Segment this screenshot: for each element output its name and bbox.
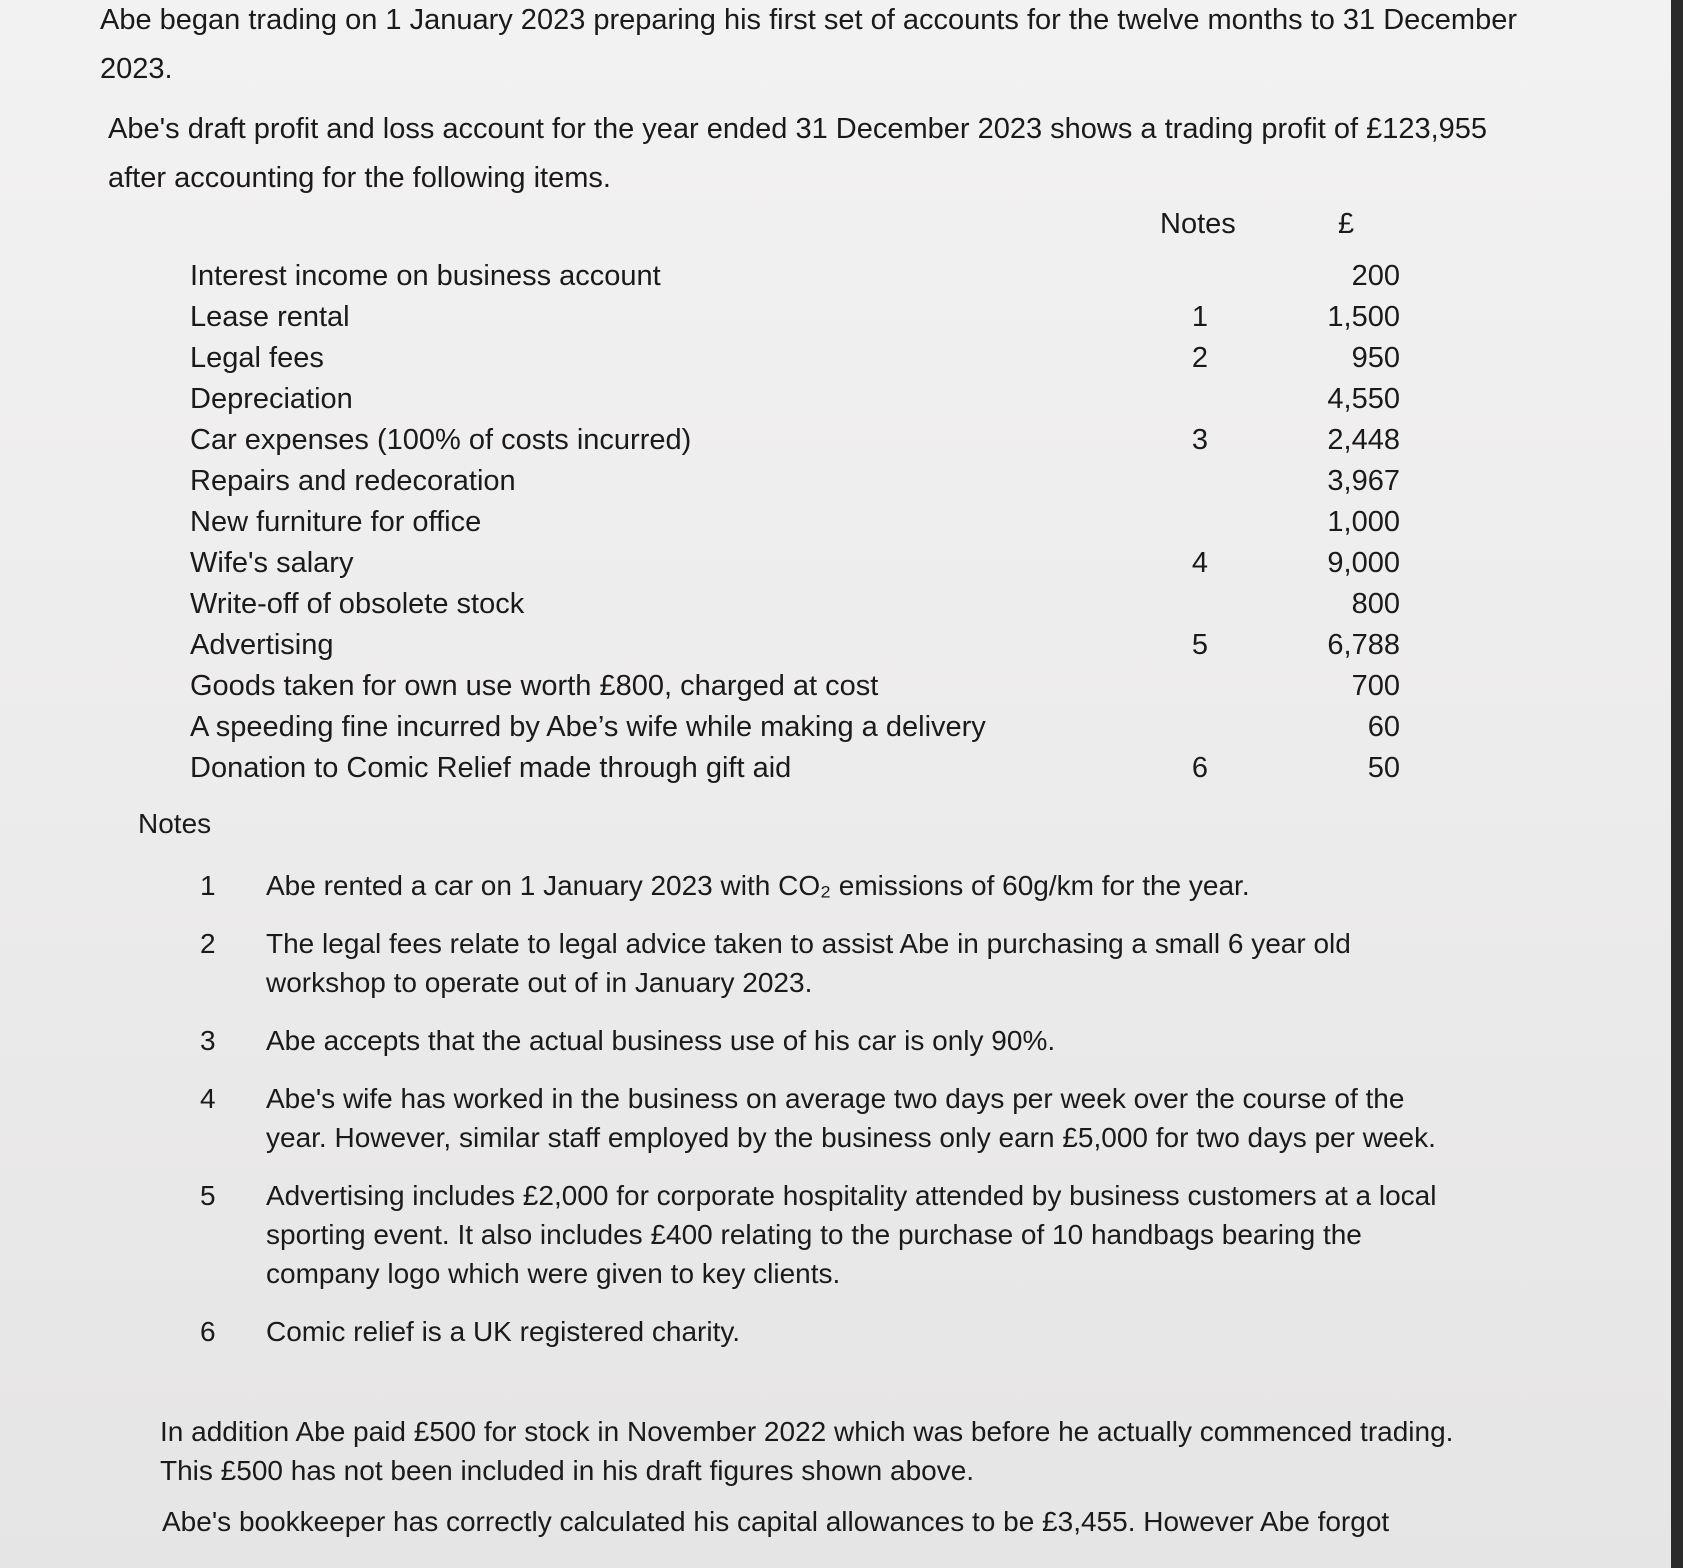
table-row (190, 711, 1430, 752)
row-item: Advertising (190, 629, 334, 661)
note-text: Abe's wife has worked in the business on average two days per week over the course of the year. However, similar staff employed by the business only earn £5,000 for two days per week. (266, 1083, 1436, 1153)
note-item (200, 866, 1460, 905)
row-amount: 800 (1351, 588, 1400, 620)
note-item (200, 924, 1460, 1002)
row-amount: 700 (1351, 670, 1400, 702)
header-currency: £ (1338, 208, 1355, 240)
row-amount: 4,550 (1327, 383, 1400, 415)
row-amount: 50 (1367, 752, 1400, 784)
profit-loss-items-table (190, 208, 1430, 793)
row-amount: 950 (1351, 342, 1400, 374)
table-row (190, 752, 1430, 793)
row-amount: 3,967 (1327, 465, 1400, 497)
row-item: Interest income on business account (190, 260, 661, 292)
table-row (190, 547, 1430, 588)
row-item: Repairs and redecoration (190, 465, 516, 497)
row-note: 2 (1191, 342, 1209, 374)
note-text: Comic relief is a UK registered charity. (266, 1316, 741, 1347)
table-row (190, 588, 1430, 629)
row-note: 1 (1191, 301, 1209, 333)
note-number: 3 (200, 1025, 216, 1056)
row-item: Write-off of obsolete stock (190, 588, 525, 620)
row-item: Donation to Comic Relief made through gift aid (190, 752, 792, 784)
row-item: Goods taken for own use worth £800, charged at cost (190, 670, 879, 702)
note-number: 6 (200, 1316, 216, 1347)
row-note: 3 (1191, 424, 1209, 456)
table-header (190, 208, 1430, 260)
row-amount: 1,000 (1327, 506, 1400, 538)
row-note: 6 (1191, 752, 1209, 784)
note-number: 2 (200, 928, 216, 959)
row-item: New furniture for office (190, 506, 482, 538)
note-text: The legal fees relate to legal advice taken to assist Abe in purchasing a small 6 year old workshop to operate out of in January 2023. (266, 928, 1351, 998)
table-row (190, 342, 1430, 383)
notes-list (200, 866, 1460, 1370)
row-item: Car expenses (100% of costs incurred) (190, 424, 692, 456)
note-text: Abe accepts that the actual business use of his car is only 90%. (266, 1025, 1056, 1056)
row-item: A speeding fine incurred by Abe’s wife while making a delivery (190, 711, 986, 743)
row-amount: 9,000 (1327, 547, 1400, 579)
table-row (190, 465, 1430, 506)
row-note: 5 (1191, 629, 1209, 661)
row-amount: 6,788 (1327, 629, 1400, 661)
table-row (190, 670, 1430, 711)
note-item (200, 1312, 1460, 1351)
table-row (190, 301, 1430, 342)
intro-paragraph-2: Abe's draft profit and loss account for the year ended 31 December 2023 shows a trading profit of £123,955 after accounting for the following items. (108, 113, 1488, 194)
note-item (200, 1021, 1460, 1060)
note-number: 4 (200, 1083, 216, 1114)
table-row (190, 383, 1430, 424)
table-row (190, 506, 1430, 547)
intro-paragraph-1: Abe began trading on 1 January 2023 preparing his first set of accounts for the twelve months to 31 December 2023. (100, 4, 1517, 85)
row-amount: 2,448 (1327, 424, 1400, 456)
note-number: 5 (200, 1180, 216, 1211)
table-row (190, 424, 1430, 465)
notes-heading: Notes (138, 808, 212, 839)
table-row (190, 629, 1430, 670)
page-edge-shadow (1671, 0, 1683, 1568)
closing-paragraph-2: Abe's bookkeeper has correctly calculated his capital allowances to be £3,455. However Abe forgot (162, 1506, 1390, 1537)
row-amount: 60 (1367, 711, 1400, 743)
note-number: 1 (200, 870, 216, 901)
closing-paragraph-1: In addition Abe paid £500 for stock in November 2022 which was before he actually commenced trading. This £500 has not been included in his draft figures shown above. (160, 1416, 1454, 1486)
row-amount: 1,500 (1327, 301, 1400, 333)
row-item: Legal fees (190, 342, 324, 374)
row-note: 4 (1191, 547, 1209, 579)
row-item: Wife's salary (190, 547, 354, 579)
note-item (200, 1079, 1460, 1157)
row-item: Lease rental (190, 301, 350, 333)
header-notes: Notes (1160, 208, 1236, 240)
note-text: Abe rented a car on 1 January 2023 with CO₂ emissions of 60g/km for the year. (266, 870, 1250, 901)
row-item: Depreciation (190, 383, 353, 415)
note-text: Advertising includes £2,000 for corporate hospitality attended by business customers at a local sporting event. It also includes £400 relating to the purchase of 10 handbags bearing the company logo which were given to key clients. (266, 1180, 1437, 1289)
note-item (200, 1176, 1460, 1293)
table-row (190, 260, 1430, 301)
row-amount: 200 (1351, 260, 1400, 292)
